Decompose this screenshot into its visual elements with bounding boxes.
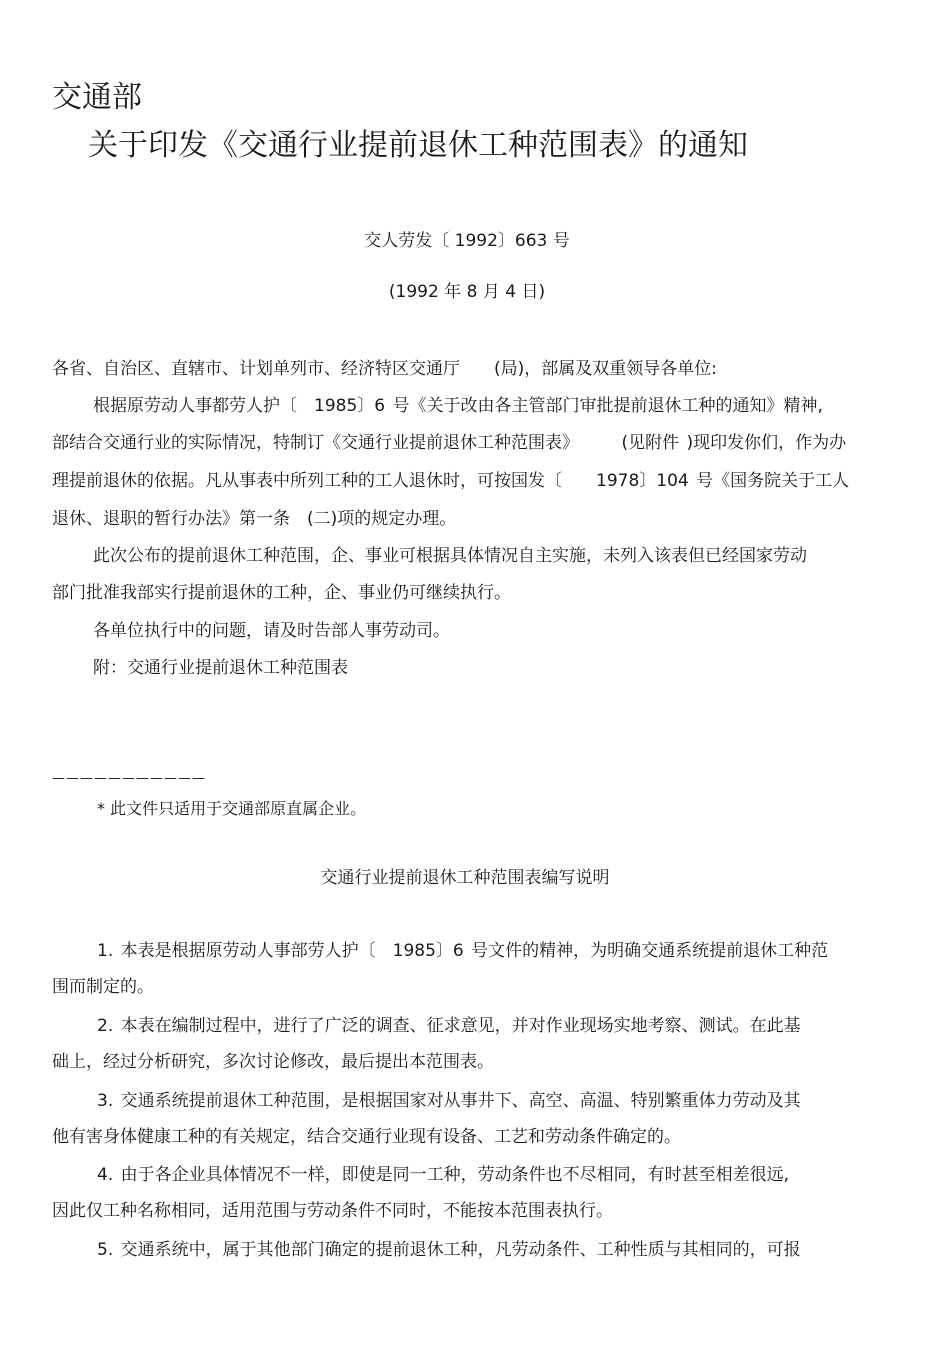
paragraph-2-line-1: 此次公布的提前退休工种范围，企、事业可根据具体情况自主实施，未列入该表但已经国家劳动 (93, 546, 807, 566)
explanation-item-3-line-1: 3. 交通系统提前退休工种范围，是根据国家对从事井下、高空、高温、特别繁重体力劳动及其 (97, 1091, 801, 1111)
footnote-divider: ——————————— (52, 771, 206, 786)
paragraph-2-line-2: 部门批准我部实行提前退休的工种，企、事业仍可继续执行。 (52, 583, 511, 603)
addressee-line: 各省、自治区、直辖市、计划单列市、经济特区交通厅 (局)，部属及双重领导各单位: (52, 359, 717, 379)
issuer-heading: 交通部 (52, 80, 142, 115)
paragraph-3: 各单位执行中的问题，请及时告部人事劳动司。 (93, 621, 450, 641)
explanation-item-2-line-2: 础上，经过分析研究，多次讨论修改，最后提出本范围表。 (52, 1052, 494, 1072)
paragraph-1-line-4: 退休、退职的暂行办法》第一条 (二)项的规定办理。 (52, 509, 457, 529)
paragraph-1-line-3: 理提前退休的依据。凡从事表中所列工种的工人退休时，可按国发〔 1978〕104 号《国务院关于工人 (52, 471, 850, 491)
footnote-text: * 此文件只适用于交通部原直属企业。 (97, 799, 367, 818)
paragraph-1-line-2: 部结合交通行业的实际情况，特制订《交通行业提前退休工种范围表》 (见附件 )现印发你们，作为办 (52, 433, 847, 453)
explanation-item-1-line-2: 围而制定的。 (52, 977, 154, 997)
explanation-item-4-line-2: 因此仅工种名称相同，适用范围与劳动条件不同时，不能按本范围表执行。 (52, 1201, 613, 1221)
document-date: (1992 年 8 月 4 日) (388, 282, 546, 302)
document-title: 关于印发《交通行业提前退休工种范围表》的通知 (88, 128, 748, 163)
document-number: 交人劳发〔 1992〕663 号 (364, 231, 570, 251)
explanation-item-2-line-1: 2. 本表在编制过程中，进行了广泛的调查、征求意见，并对作业现场实地考察、测试。在此基 (97, 1016, 801, 1036)
explanation-item-4-line-1: 4. 由于各企业具体情况不一样，即使是同一工种，劳动条件也不尽相同，有时甚至相差很远, (97, 1165, 790, 1185)
explanation-title: 交通行业提前退休工种范围表编写说明 (320, 868, 610, 888)
explanation-item-5-line-1: 5. 交通系统中，属于其他部门确定的提前退休工种，凡劳动条件、工种性质与其相同的，可报 (97, 1240, 801, 1260)
attachment-note: 附：交通行业提前退休工种范围表 (93, 658, 348, 678)
explanation-item-3-line-2: 他有害身体健康工种的有关规定，结合交通行业现有设备、工艺和劳动条件确定的。 (52, 1127, 681, 1147)
explanation-item-1-line-1: 1. 本表是根据原劳动人事部劳人护〔 1985〕6 号文件的精神，为明确交通系统提前退休工种范 (97, 941, 829, 961)
paragraph-1-line-1: 根据原劳动人事都劳人护〔 1985〕6 号《关于改由各主管部门审批提前退休工种的通知》精神, (93, 396, 823, 416)
